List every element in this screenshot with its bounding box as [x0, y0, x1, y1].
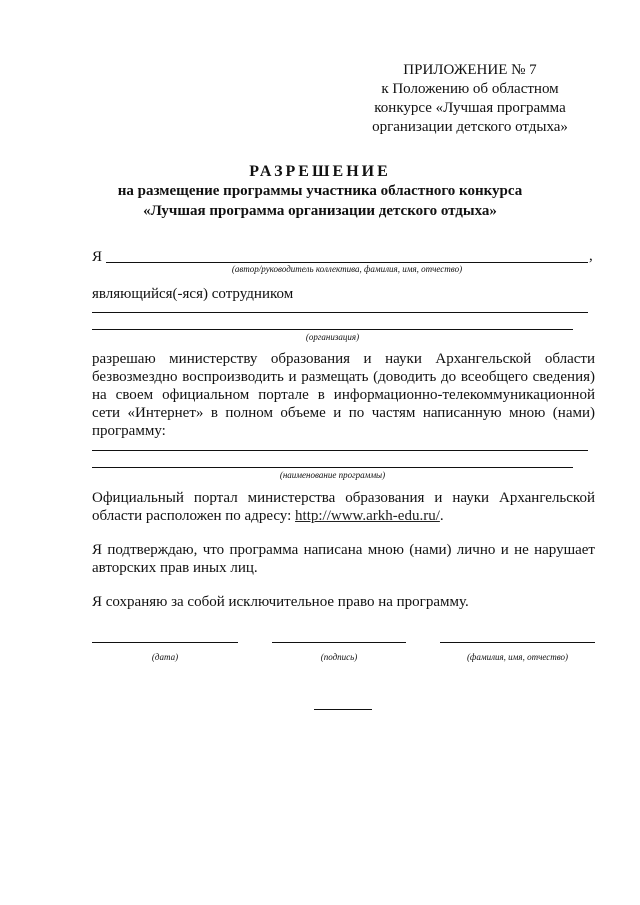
rights-paragraph: Я сохраняю за собой исключительное право на программу.: [92, 594, 469, 610]
appendix-number: ПРИЛОЖЕНИЕ № 7: [403, 62, 537, 78]
organization-field-line[interactable]: [92, 329, 573, 330]
program-field-line[interactable]: [92, 450, 588, 451]
date-field-line[interactable]: [92, 642, 238, 643]
appendix-ref-line: к Положению об областном: [381, 81, 559, 97]
comma: ,: [589, 248, 593, 264]
document-subtitle: на размещение программы участника областного конкурса: [117, 183, 523, 199]
employee-label: являющийся(-яся) сотрудником: [92, 286, 294, 302]
portal-text: Официальный портал министерства образования и науки Архангельской области расположен по адресу:: [92, 490, 595, 524]
appendix-header: [360, 61, 580, 137]
appendix-ref-line: организации детского отдыха»: [372, 119, 568, 135]
date-caption: (дата): [151, 652, 179, 662]
name-caption: (фамилия, имя, отчество): [466, 652, 569, 662]
signature-field-line[interactable]: [272, 642, 406, 643]
portal-suffix: .: [439, 508, 444, 524]
document-title: РАЗРЕШЕНИЕ: [249, 163, 391, 180]
signature-caption: (подпись): [320, 652, 358, 662]
author-caption: (автор/руководитель коллектива, фамилия, имя, отчество): [231, 264, 463, 274]
portal-link[interactable]: http://www.arkh-edu.ru/: [295, 508, 440, 524]
organization-caption: (организация): [305, 332, 360, 342]
i-label: Я: [92, 249, 103, 265]
organization-field-line[interactable]: [92, 312, 588, 313]
program-caption: (наименование программы): [279, 470, 386, 480]
permission-paragraph: разрешаю министерству образования и науки Архангельской области безвозмездно воспроизводить и размещать (доводить до всеобщего сведения) на своем официальном портале в информационно-телекоммуникационной сети «Интернет» в полном объеме и по частям написанную мною (нами) программу:: [92, 351, 595, 439]
portal-paragraph: [92, 489, 595, 525]
closing-divider: [314, 709, 372, 710]
appendix-ref-line: конкурсе «Лучшая программа: [374, 100, 566, 116]
program-field-line[interactable]: [92, 467, 573, 468]
document-subtitle: «Лучшая программа организации детского отдыха»: [143, 203, 497, 219]
name-field-line[interactable]: [440, 642, 595, 643]
confirm-paragraph: Я подтверждаю, что программа написана мною (нами) лично и не нарушает авторских прав иных лиц.: [92, 542, 595, 576]
author-field-line[interactable]: [106, 262, 588, 263]
